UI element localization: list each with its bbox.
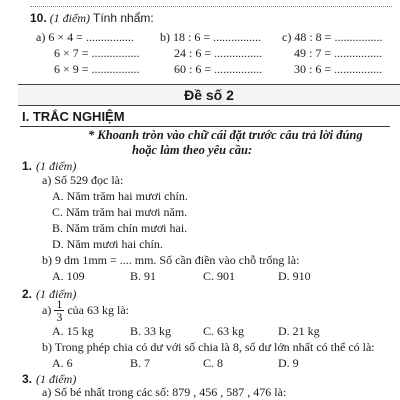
item-prefix: c) [282,30,292,44]
instruction-line-1: * Khoanh tròn vào chữ cái đặt trước câu trả lời đúng [88,128,363,142]
question-2b-prompt: b) Trong phép chia có dư với số chia là 8, số dư lớn nhất có thể có là: [42,340,375,354]
item-expression: 24 : 6 = [174,46,215,60]
item-expression: 18 : 6 = [173,30,214,44]
fraction-numerator: 1 [56,297,63,311]
item-prefix: b) [160,30,170,44]
item-expression: 6 × 9 = [54,62,92,76]
item-expression: 49 : 7 = [294,46,335,60]
question-title: Tính nhẩm: [93,11,154,25]
test-title: Đề số 2 [184,87,234,103]
answer-blank[interactable]: ................ [91,46,140,60]
option-a[interactable]: A. 15 kg [52,324,94,338]
answer-dotted-line [30,6,392,7]
answer-blank[interactable]: ................ [214,46,263,60]
question-number: 3. [22,372,33,386]
item-expression: 48 : 8 = [294,30,335,44]
answer-blank[interactable]: ................ [334,46,383,60]
answer-blank[interactable]: ................ [334,30,383,44]
option-b[interactable]: B. 33 kg [130,324,172,338]
item-prefix: a) [42,303,52,317]
option-c[interactable]: C. 8 [203,356,224,370]
calc-item [160,30,261,45]
fraction [54,298,64,323]
option-c[interactable]: C. Năm trăm hai mươi năm. [52,205,188,219]
question-points: (1 điểm) [36,287,77,301]
answer-blank[interactable]: ................ [91,62,140,76]
calc-item [282,30,382,45]
option-d[interactable]: D. 21 kg [278,324,320,338]
option-d[interactable]: D. 9 [278,356,299,370]
calc-item [294,46,382,61]
question-10-heading [30,11,154,26]
test-title-band [18,84,400,106]
question-3a-prompt: a) Số bé nhất trong các số: 879 , 456 , 587 , 476 là: [42,385,287,399]
option-c[interactable]: C. 63 kg [203,324,245,338]
option-b[interactable]: B. 7 [130,356,151,370]
calc-item [36,30,134,45]
section-underline [20,126,390,127]
option-d[interactable]: D. Năm mươi hai chín. [52,237,163,251]
question-number: 2. [22,287,33,301]
calc-item [174,62,262,77]
item-prefix: a) [36,30,46,44]
item-expression: 6 × 7 = [54,46,92,60]
option-a[interactable]: A. 109 [52,269,85,283]
instruction-line-2: hoặc làm theo yêu cầu: [132,143,253,157]
item-expression: 6 × 4 = [48,30,86,44]
option-c[interactable]: C. 901 [203,269,236,283]
calc-item [294,62,382,77]
question-number: 10. [30,11,47,25]
question-1b-prompt: b) 9 dm 1mm = .... mm. Số cần điền vào chỗ trống là: [42,253,300,267]
answer-blank[interactable]: ................ [214,62,263,76]
answer-blank[interactable]: ................ [213,30,262,44]
option-a[interactable]: A. Năm trăm hai mươi chín. [52,189,188,203]
prompt-text: của 63 kg là: [67,303,129,317]
calc-item [54,62,140,77]
item-expression: 30 : 6 = [294,62,335,76]
answer-blank[interactable]: ................ [334,62,383,76]
question-points: (1 điểm) [36,372,77,386]
option-b[interactable]: B. 91 [130,269,157,283]
calc-item [174,46,262,61]
option-b[interactable]: B. Năm trăm chín mươi hai. [52,221,188,235]
question-points: (1 điểm) [36,159,77,173]
calc-item [54,46,140,61]
fraction-denominator: 3 [56,310,63,324]
answer-blank[interactable]: ................ [85,30,134,44]
question-1a-prompt: a) Số 529 đọc là: [42,173,124,187]
item-expression: 60 : 6 = [174,62,215,76]
question-points: (1 điểm) [49,11,91,25]
question-number: 1. [22,159,33,173]
option-d[interactable]: D. 910 [278,269,311,283]
option-a[interactable]: A. 6 [52,356,73,370]
question-2a-prompt [42,298,129,323]
section-heading: I. TRẮC NGHIỆM [22,109,125,124]
